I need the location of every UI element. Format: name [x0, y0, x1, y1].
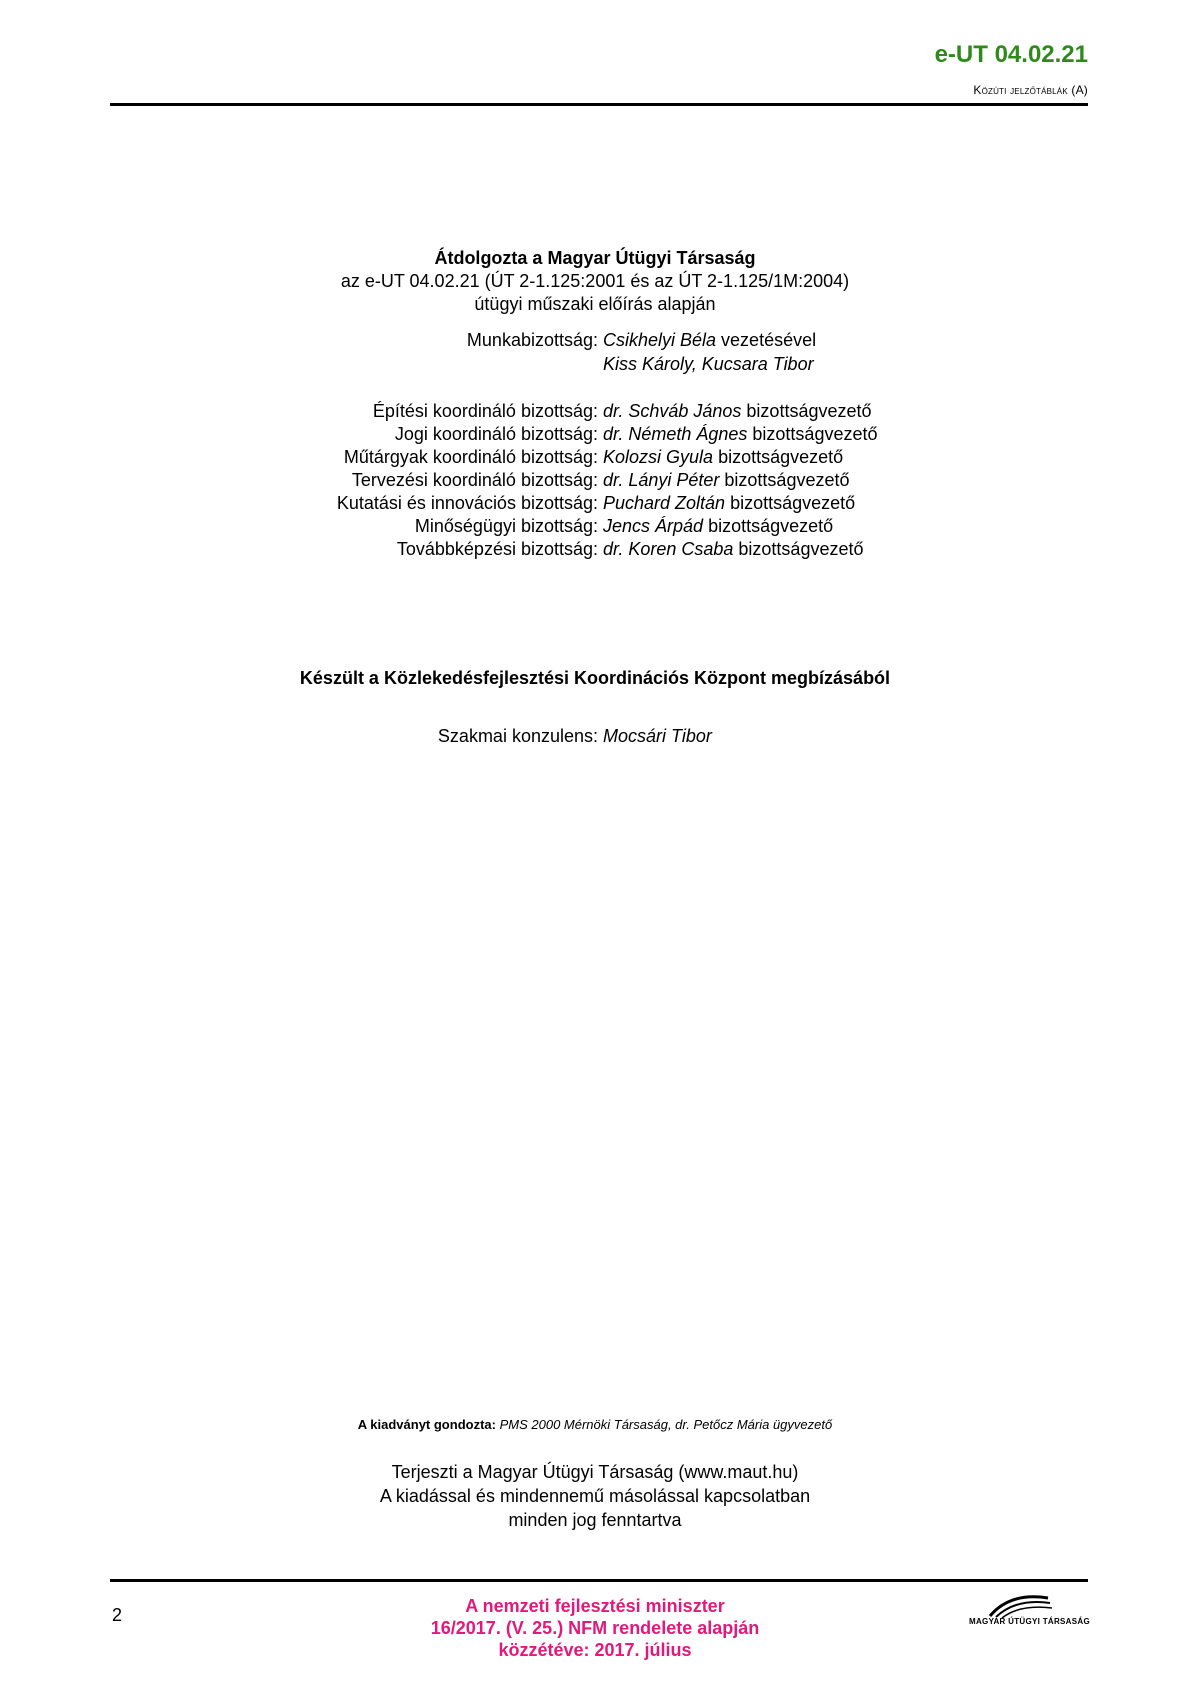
- distribution-notice: [0, 1460, 1190, 1532]
- document-code: e-UT 04.02.21: [934, 41, 1088, 68]
- committee-label: Továbbképzési bizottság:: [396, 539, 598, 559]
- publisher-label: A kiadványt gondozta:: [357, 1417, 496, 1432]
- publisher-value: PMS 2000 Mérnöki Társaság, dr. Petőcz Mária ügyvezető: [499, 1417, 833, 1432]
- publisher-line: [0, 1417, 1190, 1432]
- committee-head-name: Jencs Árpád: [603, 516, 704, 536]
- committee-head-name: Kolozsi Gyula: [603, 447, 714, 467]
- committee-label: Kutatási és innovációs bizottság:: [336, 493, 598, 513]
- distribution-line: Terjeszti a Magyar Útügyi Társaság (www.maut.hu): [391, 1462, 799, 1482]
- logo-text: MAGYAR ÚTÜGYI TÁRSASÁG: [969, 1617, 1090, 1626]
- committee-head-role: bizottságvezető: [733, 539, 864, 559]
- committee-value: [603, 423, 877, 445]
- page-number: 2: [112, 1605, 123, 1625]
- working-committee-members: [603, 353, 814, 375]
- footer-rule: [110, 1579, 1088, 1582]
- working-committee-chair: [603, 329, 816, 351]
- committee-label: Minőségügyi bizottság:: [414, 516, 598, 536]
- commission-statement: Készült a Közlekedésfejlesztési Koordinációs Központ megbízásából: [299, 668, 891, 688]
- committee-value: [603, 446, 843, 468]
- committee-label: Műtárgyak koordináló bizottság:: [343, 447, 598, 467]
- document-subtitle: Közúti jelzőtáblák (A): [973, 83, 1088, 97]
- committee-label: Építési koordináló bizottság:: [372, 401, 598, 421]
- working-committee-chair-name: Csikhelyi Béla: [603, 330, 717, 350]
- consultant-name: Mocsári Tibor: [603, 726, 712, 746]
- publication-note-line: közzétéve: 2017. július: [498, 1640, 692, 1660]
- committee-value: [603, 469, 849, 491]
- distribution-line: A kiadással és mindennemű másolással kapcsolatban: [379, 1486, 811, 1506]
- credits-basis-line: az e-UT 04.02.21 (ÚT 2-1.125:2001 és az ÚT 2-1.125/1M:2004): [340, 271, 850, 291]
- working-committee-chair-suffix: vezetésével: [716, 330, 817, 350]
- credits-title: Átdolgozta a Magyar Útügyi Társaság: [434, 248, 756, 268]
- committee-head-role: bizottságvezető: [741, 401, 872, 421]
- publication-note-line: A nemzeti fejlesztési miniszter: [465, 1596, 725, 1616]
- maut-logo: [930, 1590, 1090, 1630]
- committee-label: Tervezési koordináló bizottság:: [351, 470, 598, 490]
- committee-head-name: dr. Németh Ágnes: [603, 424, 748, 444]
- publication-note-line: 16/2017. (V. 25.) NFM rendelete alapján: [430, 1618, 760, 1638]
- consultant-label: Szakmai konzulens:: [437, 726, 598, 746]
- working-committee-label: Munkabizottság:: [466, 330, 598, 350]
- committee-head-role: bizottságvezető: [713, 447, 844, 467]
- consultant-value: [603, 725, 712, 747]
- committee-head-name: dr. Lányi Péter: [603, 470, 720, 490]
- working-committee-members-names: Kiss Károly, Kucsara Tibor: [603, 354, 814, 374]
- distribution-line: minden jog fenntartva: [508, 1510, 682, 1530]
- header-rule: [110, 103, 1088, 106]
- committee-value: [603, 400, 872, 422]
- committee-value: [603, 515, 833, 537]
- committee-head-role: bizottságvezető: [747, 424, 878, 444]
- committee-head-name: Puchard Zoltán: [603, 493, 726, 513]
- credits-basis-line-2: útügyi műszaki előírás alapján: [474, 294, 716, 314]
- committee-head-role: bizottságvezető: [725, 493, 856, 513]
- committee-value: [603, 492, 855, 514]
- committee-label: Jogi koordináló bizottság:: [394, 424, 598, 444]
- committee-head-role: bizottságvezető: [703, 516, 834, 536]
- committee-head-name: dr. Schváb János: [603, 401, 742, 421]
- committee-value: [603, 538, 863, 560]
- committee-head-name: dr. Koren Csaba: [603, 539, 734, 559]
- committee-head-role: bizottságvezető: [719, 470, 850, 490]
